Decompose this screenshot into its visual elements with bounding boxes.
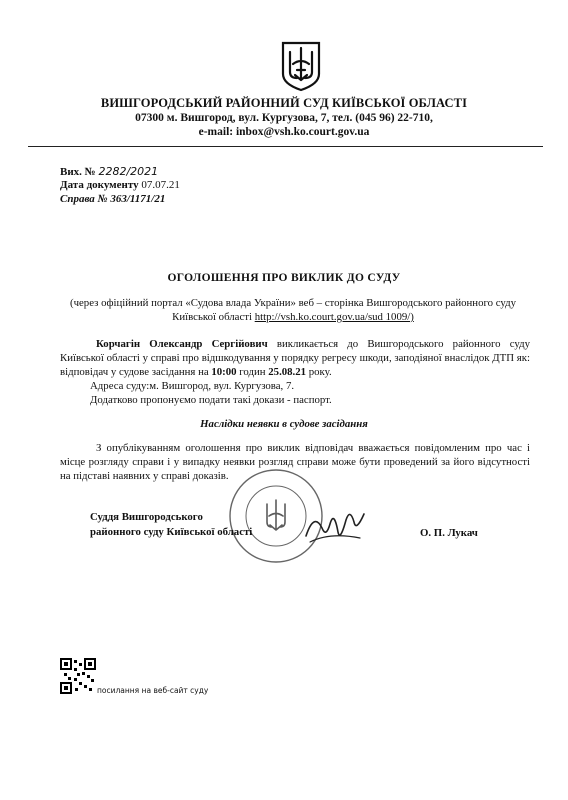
evidence-line: Додатково пропонуємо подати такі докази - паспорт. xyxy=(90,394,332,406)
judge-name: О. П. Лукач xyxy=(420,527,478,539)
outgoing-value: 2282/2021 xyxy=(98,165,159,178)
document-date xyxy=(60,179,180,191)
document-title: ОГОЛОШЕННЯ ПРО ВИКЛИК ДО СУДУ xyxy=(167,272,401,284)
header-divider xyxy=(28,146,543,147)
summons-paragraph xyxy=(60,338,530,379)
judge-title-line1: Суддя Вишгородського xyxy=(90,511,203,523)
portal-link[interactable]: http://vsh.ko.court.gov.ua/sud 1009/) xyxy=(254,311,414,323)
consequences-heading: Наслідки неявки в судове засідання xyxy=(200,418,368,430)
judge-title-line2: районного суду Київської області xyxy=(90,526,253,538)
qr-code[interactable] xyxy=(60,658,96,694)
summons-text: викликається до Вишгородського районного суду Київської області у справі про відшкодування у порядку регресу шкоди, заподіяної внаслідок ДТП як: відповідач у судове засідання на xyxy=(60,338,530,378)
court-address: 07300 м. Вишгород, вул. Кургузова, 7, тел. (045 96) 22-710, xyxy=(135,112,433,124)
hearing-date-suffix: року. xyxy=(306,365,332,378)
case-number xyxy=(60,193,165,205)
consequences-paragraph: З опублікуванням оголошення про виклик відповідач вважається повідомленим про час і місце розгляду справи і у випадку неявки розгляд справи може бути проведений за його відсутності на підставі наявних у справі доказів. xyxy=(60,442,530,482)
coat-of-arms-icon xyxy=(280,40,322,92)
outgoing-label: Вих. № xyxy=(60,166,96,178)
portal-note xyxy=(58,296,528,324)
qr-caption: посилання на веб-сайт суду xyxy=(97,686,209,695)
defendant-name: Корчагін Олександр Сергійович xyxy=(96,338,268,350)
date-value: 07.07.21 xyxy=(141,179,180,191)
hearing-date: 25.08.21 xyxy=(268,365,307,378)
outgoing-number xyxy=(60,165,158,178)
case-value: 363/1171/21 xyxy=(110,193,166,205)
case-label: Справа № xyxy=(60,193,108,205)
judge-title xyxy=(90,510,252,540)
court-email: e-mail: inbox@vsh.ko.court.gov.ua xyxy=(198,126,370,138)
portal-text: (через офіційний портал «Судова влада України» веб – сторінка Вишгородського районного суду Київської області xyxy=(69,297,516,323)
hearing-time-suffix: годин xyxy=(236,365,269,378)
date-label: Дата документу xyxy=(60,179,139,191)
court-address-line: Адреса суду:м. Вишгород, вул. Кургузова, 7. xyxy=(90,380,295,392)
court-name: ВИШГОРОДСЬКИЙ РАЙОННИЙ СУД КИЇВСЬКОЇ ОБЛАСТІ xyxy=(100,96,468,110)
handwritten-signature xyxy=(300,502,370,552)
hearing-time: 10:00 xyxy=(211,365,237,378)
